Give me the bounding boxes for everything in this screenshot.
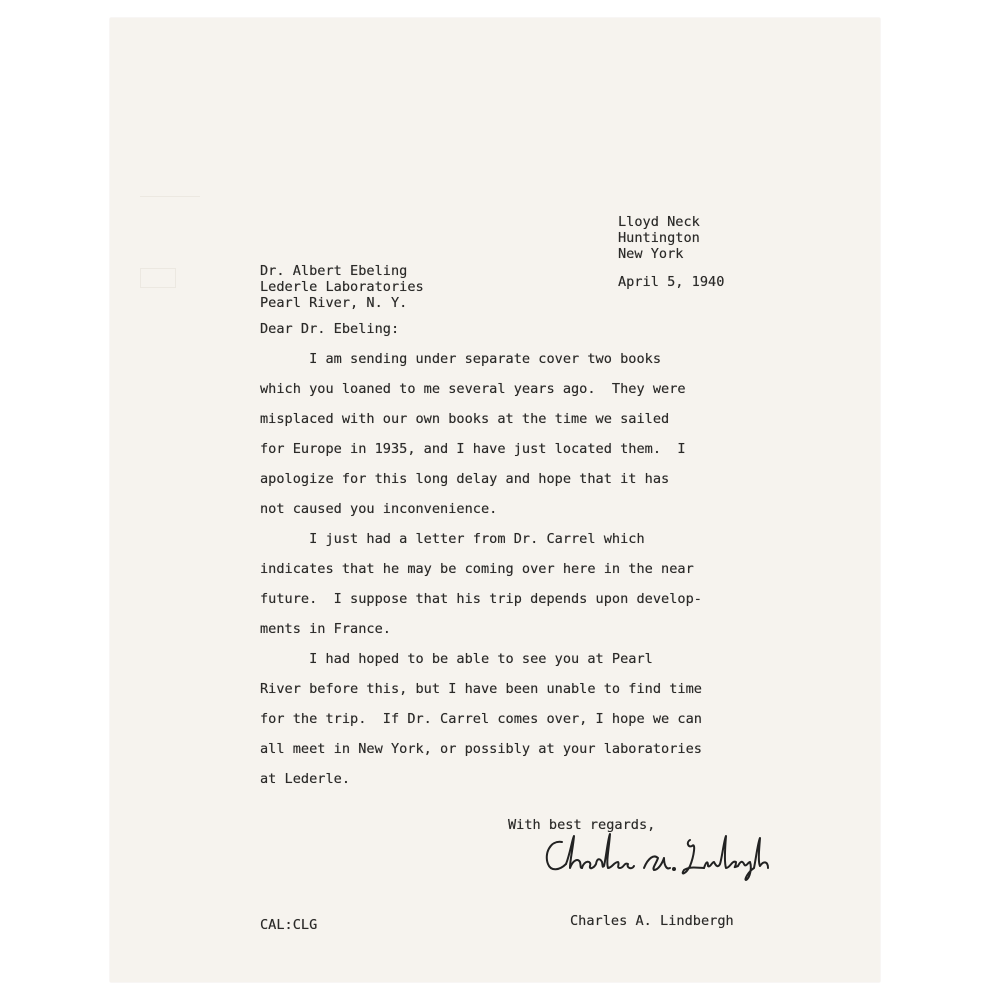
body-line: for the trip. If Dr. Carrel comes over, I hope we can: [260, 711, 702, 727]
body-line: misplaced with our own books at the time we sailed: [260, 411, 670, 427]
body-line: not caused you inconvenience.: [260, 501, 498, 517]
body-line: for Europe in 1935, and I have just located them. I: [260, 441, 686, 457]
body-line: I am sending under separate cover two books: [260, 351, 662, 367]
body-line: ments in France.: [260, 621, 391, 637]
letter-page: [110, 18, 880, 982]
typed-name: Charles A. Lindbergh: [570, 913, 734, 929]
bleed-through-mark: [140, 268, 176, 288]
salutation: Dear Dr. Ebeling:: [260, 321, 400, 337]
closing: With best regards,: [508, 817, 656, 833]
body-line: apologize for this long delay and hope that it has: [260, 471, 670, 487]
letter-date: April 5, 1940: [618, 274, 725, 290]
address-line: Huntington: [618, 230, 700, 246]
body-line: I just had a letter from Dr. Carrel which: [260, 531, 645, 547]
address-line: New York: [618, 246, 684, 262]
body-line: future. I suppose that his trip depends upon develop-: [260, 591, 702, 607]
body-line: at Lederle.: [260, 771, 351, 787]
body-line: River before this, but I have been unable to find time: [260, 681, 702, 697]
bleed-through-mark: [140, 196, 200, 211]
address-line: Lloyd Neck: [618, 214, 700, 230]
reference-initials: CAL:CLG: [260, 917, 318, 933]
recipient-line: Dr. Albert Ebeling: [260, 263, 408, 279]
handwritten-signature: [540, 828, 780, 884]
body-line: I had hoped to be able to see you at Pearl: [260, 651, 653, 667]
body-line: indicates that he may be coming over here in the near: [260, 561, 694, 577]
recipient-line: Pearl River, N. Y.: [260, 295, 408, 311]
body-line: which you loaned to me several years ago. They were: [260, 381, 686, 397]
recipient-line: Lederle Laboratories: [260, 279, 424, 295]
body-line: all meet in New York, or possibly at your laboratories: [260, 741, 702, 757]
